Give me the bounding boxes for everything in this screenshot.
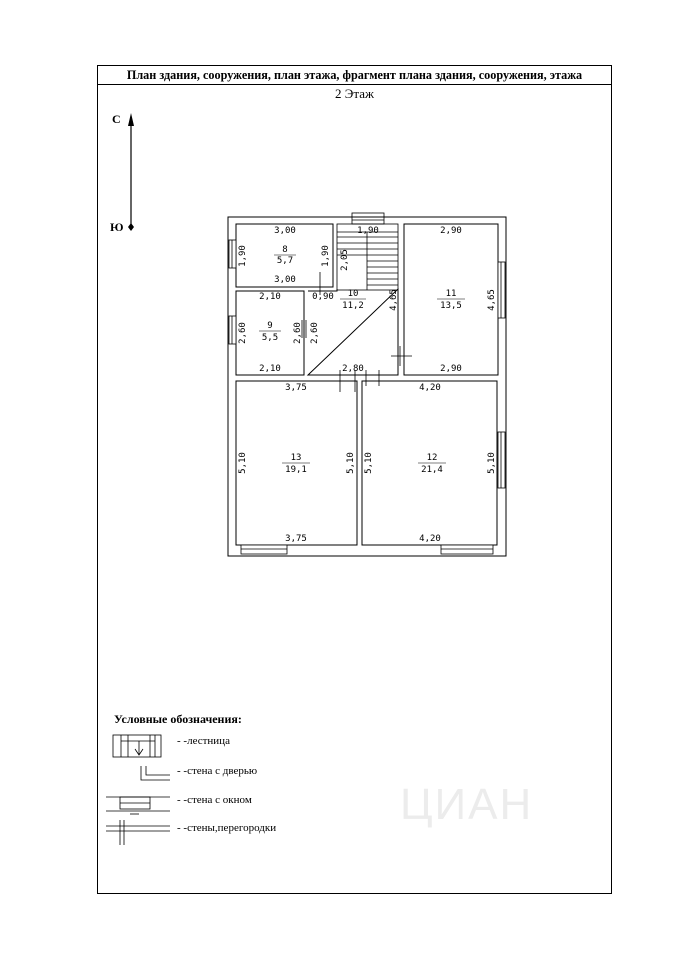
dimension-label: 1,90 [357, 226, 379, 236]
dimension-label: 0,90 [312, 292, 334, 302]
dimension-label: 4,65 [487, 289, 497, 311]
dimension-label: 5,10 [346, 452, 356, 474]
dimension-label: 4,20 [419, 534, 441, 544]
room-number: 8 [282, 245, 288, 255]
dimension-label: 3,75 [285, 383, 307, 393]
room-area: 19,1 [285, 465, 307, 475]
compass-arrow [128, 113, 134, 231]
room-number: 11 [445, 289, 457, 299]
dimension-label: 1,90 [238, 245, 248, 267]
dimension-label: 3,75 [285, 534, 307, 544]
legend-label-window-wall: - -стена с окном [177, 794, 252, 806]
dimension-label: 2,60 [293, 322, 303, 344]
dimension-label: 2,80 [342, 364, 364, 374]
dimension-label: 3,00 [274, 275, 296, 285]
room-area: 5,7 [276, 256, 294, 266]
legend-label-door-wall: - -стена с дверью [177, 765, 258, 777]
dimension-label: 2,60 [238, 322, 248, 344]
window-wall-symbol [106, 797, 170, 814]
watermark: ЦИАН [400, 780, 534, 829]
dimension-label: 2,10 [259, 292, 281, 302]
staircase-symbol [113, 735, 161, 757]
partition-symbol [106, 820, 170, 845]
legend-label-staircase: - -лестница [177, 735, 230, 747]
room-number: 13 [290, 453, 302, 463]
room-number: 12 [426, 453, 438, 463]
room-number: 9 [267, 321, 273, 331]
dimensions [238, 226, 497, 544]
north-label: С [112, 112, 121, 126]
room-11-outline [404, 224, 498, 375]
room-area: 5,5 [261, 333, 279, 343]
dimension-label: 3,00 [274, 226, 296, 236]
dimension-label: 5,10 [364, 452, 374, 474]
dimension-label: 2,05 [340, 249, 350, 271]
floor-label: 2 Этаж [335, 86, 374, 101]
dimension-label: 4,20 [419, 383, 441, 393]
south-label: Ю [110, 220, 124, 234]
plan-title: План здания, сооружения, план этажа, фрагмент плана здания, сооружения, этажа [98, 66, 611, 85]
legend-label-partition: - -стены,перегородки [177, 822, 277, 834]
dimension-label: 2,60 [310, 322, 320, 344]
room-area: 13,5 [440, 301, 462, 311]
dimension-label: 4,65 [389, 289, 399, 311]
room-area: 11,2 [342, 301, 364, 311]
legend-title: Условные обозначения: [114, 712, 242, 726]
dimension-label: 2,90 [440, 226, 462, 236]
dimension-label: 2,90 [440, 364, 462, 374]
room-area: 21,4 [421, 465, 443, 475]
dimension-label: 5,10 [487, 452, 497, 474]
door-wall-symbol [141, 766, 170, 780]
dimension-label: 2,10 [259, 364, 281, 374]
room-number: 10 [347, 289, 359, 299]
dimension-label: 1,90 [321, 245, 331, 267]
dimension-label: 5,10 [238, 452, 248, 474]
